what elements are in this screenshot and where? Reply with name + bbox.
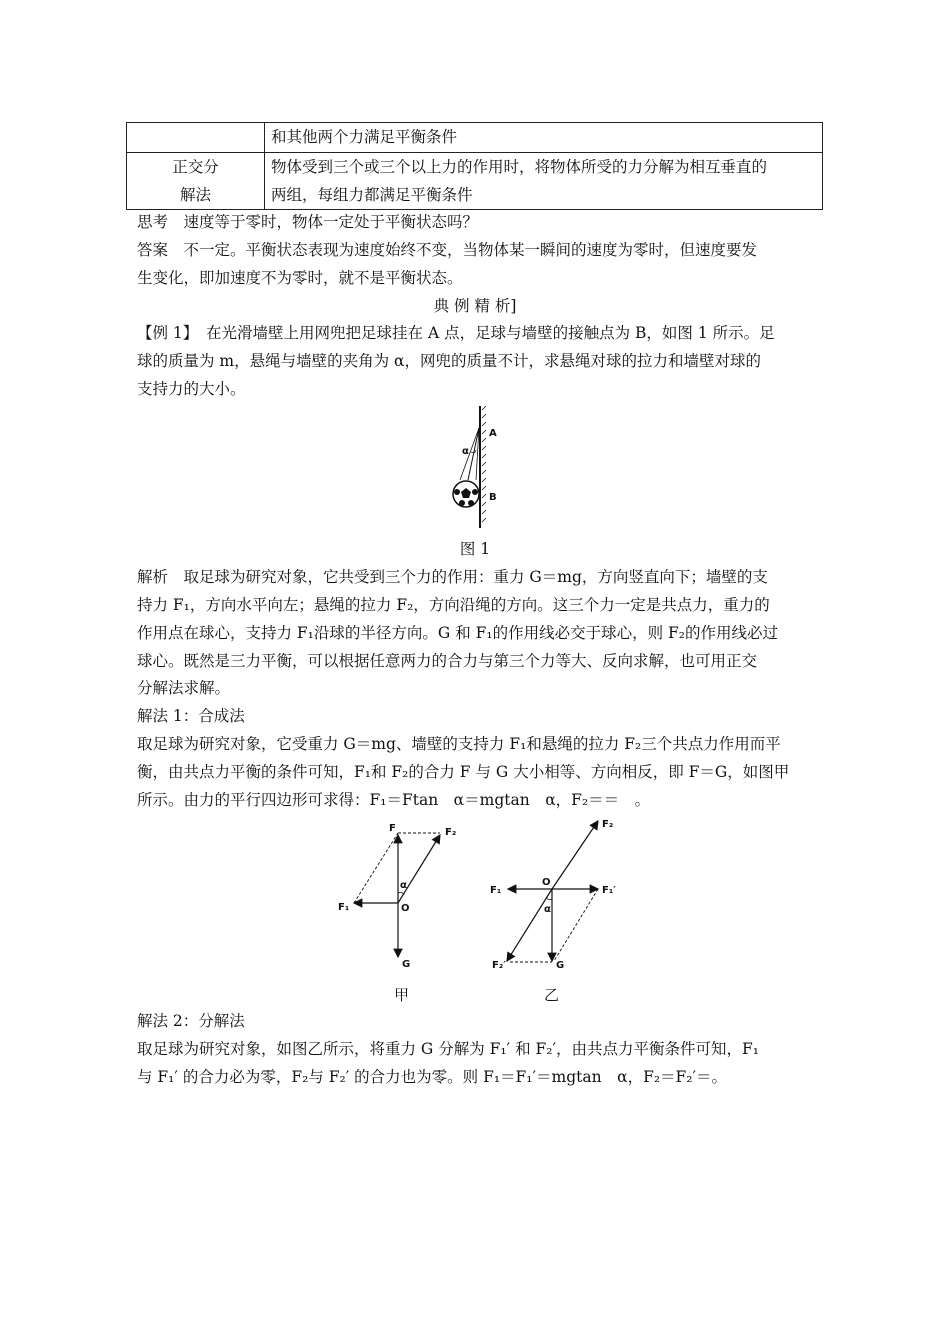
label-f1-prime: F₁′ [602, 885, 616, 896]
caption-jia: 甲 [394, 986, 410, 1004]
table-row [127, 123, 823, 153]
table-row [127, 153, 823, 210]
section-title: 典 例 精 析] [433, 297, 517, 315]
analysis-line: 持力 F₁，方向水平向左；悬绳的拉力 F₂，方向沿绳的方向。这三个力一定是共点力，重力的 [137, 596, 770, 614]
diagram-yi [490, 819, 616, 971]
analysis-line: 分解法求解。 [137, 679, 231, 697]
table-cell-line: 物体受到三个或三个以上力的作用时，将物体所受的力分解为相互垂直的 [271, 158, 768, 176]
label-f1: F₁ [338, 902, 350, 913]
caption-yi: 乙 [544, 986, 560, 1004]
example-line: 支持力的大小。 [137, 380, 246, 398]
method-table [126, 122, 823, 210]
table-cell [127, 123, 265, 153]
method2-title: 解法 2：分解法 [137, 1012, 245, 1030]
label-alpha: α [462, 446, 469, 457]
answer-line: 生变化，即加速度不为零时，就不是平衡状态。 [137, 269, 463, 287]
figure-1-diagram [440, 404, 510, 532]
label-b: B [489, 492, 497, 503]
table-cell: 正交分 解法 [127, 153, 265, 210]
label-g: G [556, 960, 565, 971]
label-f1: F₁ [490, 885, 502, 896]
label-g: G [402, 959, 411, 970]
analysis-line: 解析 取足球为研究对象，它共受到三个力的作用：重力 G＝mg，方向竖直向下；墙壁的支 [137, 568, 768, 586]
analysis-line: 球心。既然是三力平衡，可以根据任意两力的合力与第三个力等大、反向求解，也可用正交 [137, 652, 758, 670]
example-line: 球的质量为 m，悬绳与墙壁的夹角为 α，网兜的质量不计，求悬绳对球的拉力和墙壁对球的 [137, 352, 762, 370]
force-diagrams [330, 815, 630, 975]
label-f2-prime: F₂′ [492, 960, 506, 971]
diagram-jia [338, 823, 456, 970]
method2-line: 与 F₁′ 的合力必为零，F₂与 F₂′ 的合力也为零。则 F₁＝F₁′＝mgtan α，F₂＝F₂′＝。 [137, 1068, 728, 1086]
figure-1-caption: 图 1 [459, 540, 491, 558]
label-alpha: α [544, 904, 551, 915]
label-o: O [542, 877, 551, 888]
method1-line: 取足球为研究对象，它受重力 G＝mg、墙壁的支持力 F₁和悬绳的拉力 F₂三个共点力作用而平 [137, 735, 781, 753]
label-o: O [401, 903, 410, 914]
label-f2: F₂ [445, 827, 457, 838]
label-f: F [389, 823, 396, 834]
method1-line: 所示。由力的平行四边形可求得：F₁＝Ftan α＝mgtan α，F₂＝＝ 。 [137, 791, 651, 809]
table-cell [265, 153, 823, 210]
method1-title: 解法 1：合成法 [137, 707, 245, 725]
label-f2: F₂ [602, 819, 614, 830]
answer-line: 答案 不一定。平衡状态表现为速度始终不变，当物体某一瞬间的速度为零时，但速度要发 [137, 241, 758, 259]
table-cell-line: 两组，每组力都满足平衡条件 [271, 186, 473, 204]
label-alpha: α [400, 880, 407, 891]
analysis-line: 作用点在球心，支持力 F₁沿球的半径方向。G 和 F₁的作用线必交于球心，则 F₂的作用线必过 [137, 624, 778, 642]
think-question: 思考 速度等于零时，物体一定处于平衡状态吗？ [137, 213, 479, 231]
method2-line: 取足球为研究对象，如图乙所示，将重力 G 分解为 F₁′ 和 F₂′，由共点力平衡条件可知，F₁ [137, 1040, 759, 1058]
table-cell: 和其他两个力满足平衡条件 [265, 123, 823, 153]
method1-line: 衡，由共点力平衡的条件可知，F₁和 F₂的合力 F 与 G 大小相等、方向相反，即 F＝G，如图甲 [137, 763, 790, 781]
label-a: A [489, 428, 497, 439]
example-line: 【例 1】 在光滑墙壁上用网兜把足球挂在 A 点，足球与墙壁的接触点为 B，如图 1 所示。足 [137, 324, 775, 342]
